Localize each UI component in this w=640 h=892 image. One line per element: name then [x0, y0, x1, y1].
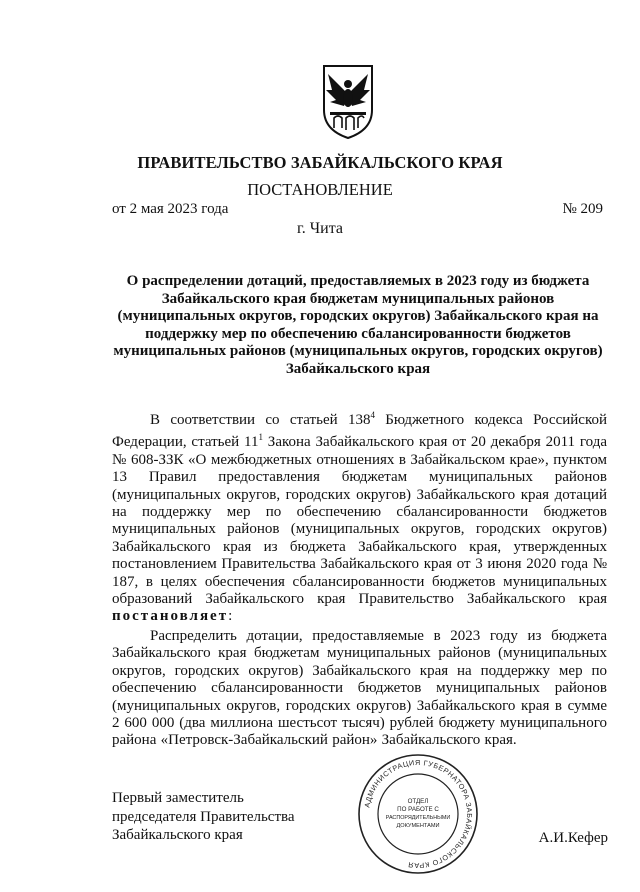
document-title: О распределении дотаций, предоставляемых в 2023 году из бюджета Забайкальского края бюджетам муниципальных районов (муниципальных округов, городских округов) Забайкальского края на поддержку мер по обеспечению сбалансированности бюджетов муниципальных районов (муниципальных округов, городских округов) Забайкальского края [113, 273, 603, 377]
decree-colon: : [228, 608, 233, 625]
document-date: от 2 мая 2023 года [112, 201, 229, 217]
official-stamp [356, 752, 480, 876]
decision-paragraph: Распределить дотации, предоставляемые в 2023 году из бюджета Забайкальского края бюджетам муниципальных районов (муниципальных округов, городских округов) Забайкальского края на поддержку мер по обеспечению сбалансированности бюджетов муниципальных районов (муниципальных округов, городских округов) Забайкальского края в сумме 2 600 000 (два миллиона шестьсот тысяч) рублей бюджету муниципального района «Петровск-Забайкальский район» Забайкальского края. [112, 628, 607, 749]
signer-name: А.И.Кефер [538, 830, 608, 846]
preamble-text-3: Закона Забайкальского края от 20 декабря 2011 года № 608-ЗЗК «О межбюджетных отношениях в Забайкальском крае», пунктом 13 Правил предоставления бюджетам муниципальных районов (муниципальных округов, городских округов) Забайкальского края дотаций на поддержку мер по обеспечению сбалансированности бюджетов муниципальных районов (муниципальных округов, городских округов) Забайкальского края из бюджета Забайкальского края, утвержденных постановлением Правительства Забайкальского края от 3 июня 2020 года № 187, в целях обеспечения сбалансированности бюджетов муниципальных образований Забайкальского края Правительство Забайкальского края [112, 434, 608, 608]
signatory-line-3: Забайкальского края [112, 827, 243, 844]
preamble-text-2: Бюджетного кодекса Российской Федерации, статьей 11 [112, 412, 608, 451]
decree-word: постановляет [112, 608, 229, 625]
stamp-center-line-3: РАСПОРЯДИТЕЛЬНЫМИ [385, 815, 451, 821]
superscript-2: 1 [258, 432, 263, 443]
coat-of-arms-icon [320, 60, 376, 140]
document-type: ПОСТАНОВЛЕНИЕ [247, 180, 393, 199]
superscript-1: 4 [370, 410, 375, 420]
document-city: г. Чита [296, 220, 343, 237]
preamble-paragraph [112, 407, 607, 626]
signatory-line-1: Первый заместитель [112, 790, 244, 806]
government-name: ПРАВИТЕЛЬСТВО ЗАБАЙКАЛЬСКОГО КРАЯ [137, 153, 503, 172]
signatory-block [112, 789, 295, 845]
stamp-center-line-2: ПО РАБОТЕ С [397, 806, 439, 813]
stamp-center-line-4: ДОКУМЕНТАМИ [396, 823, 440, 829]
stamp-center-line-1: ОТДЕЛ [407, 798, 429, 805]
signatory-line-2: председателя Правительства [112, 808, 295, 825]
document-number: № 209 [562, 201, 603, 217]
preamble-text-1: В соответствии со статьей 138 [150, 412, 371, 428]
stamp-ring-text: АДМИНИСТРАЦИЯ ГУБЕРНАТОРА ЗАБАЙКАЛЬСКОГО КРАЯ [362, 757, 475, 871]
